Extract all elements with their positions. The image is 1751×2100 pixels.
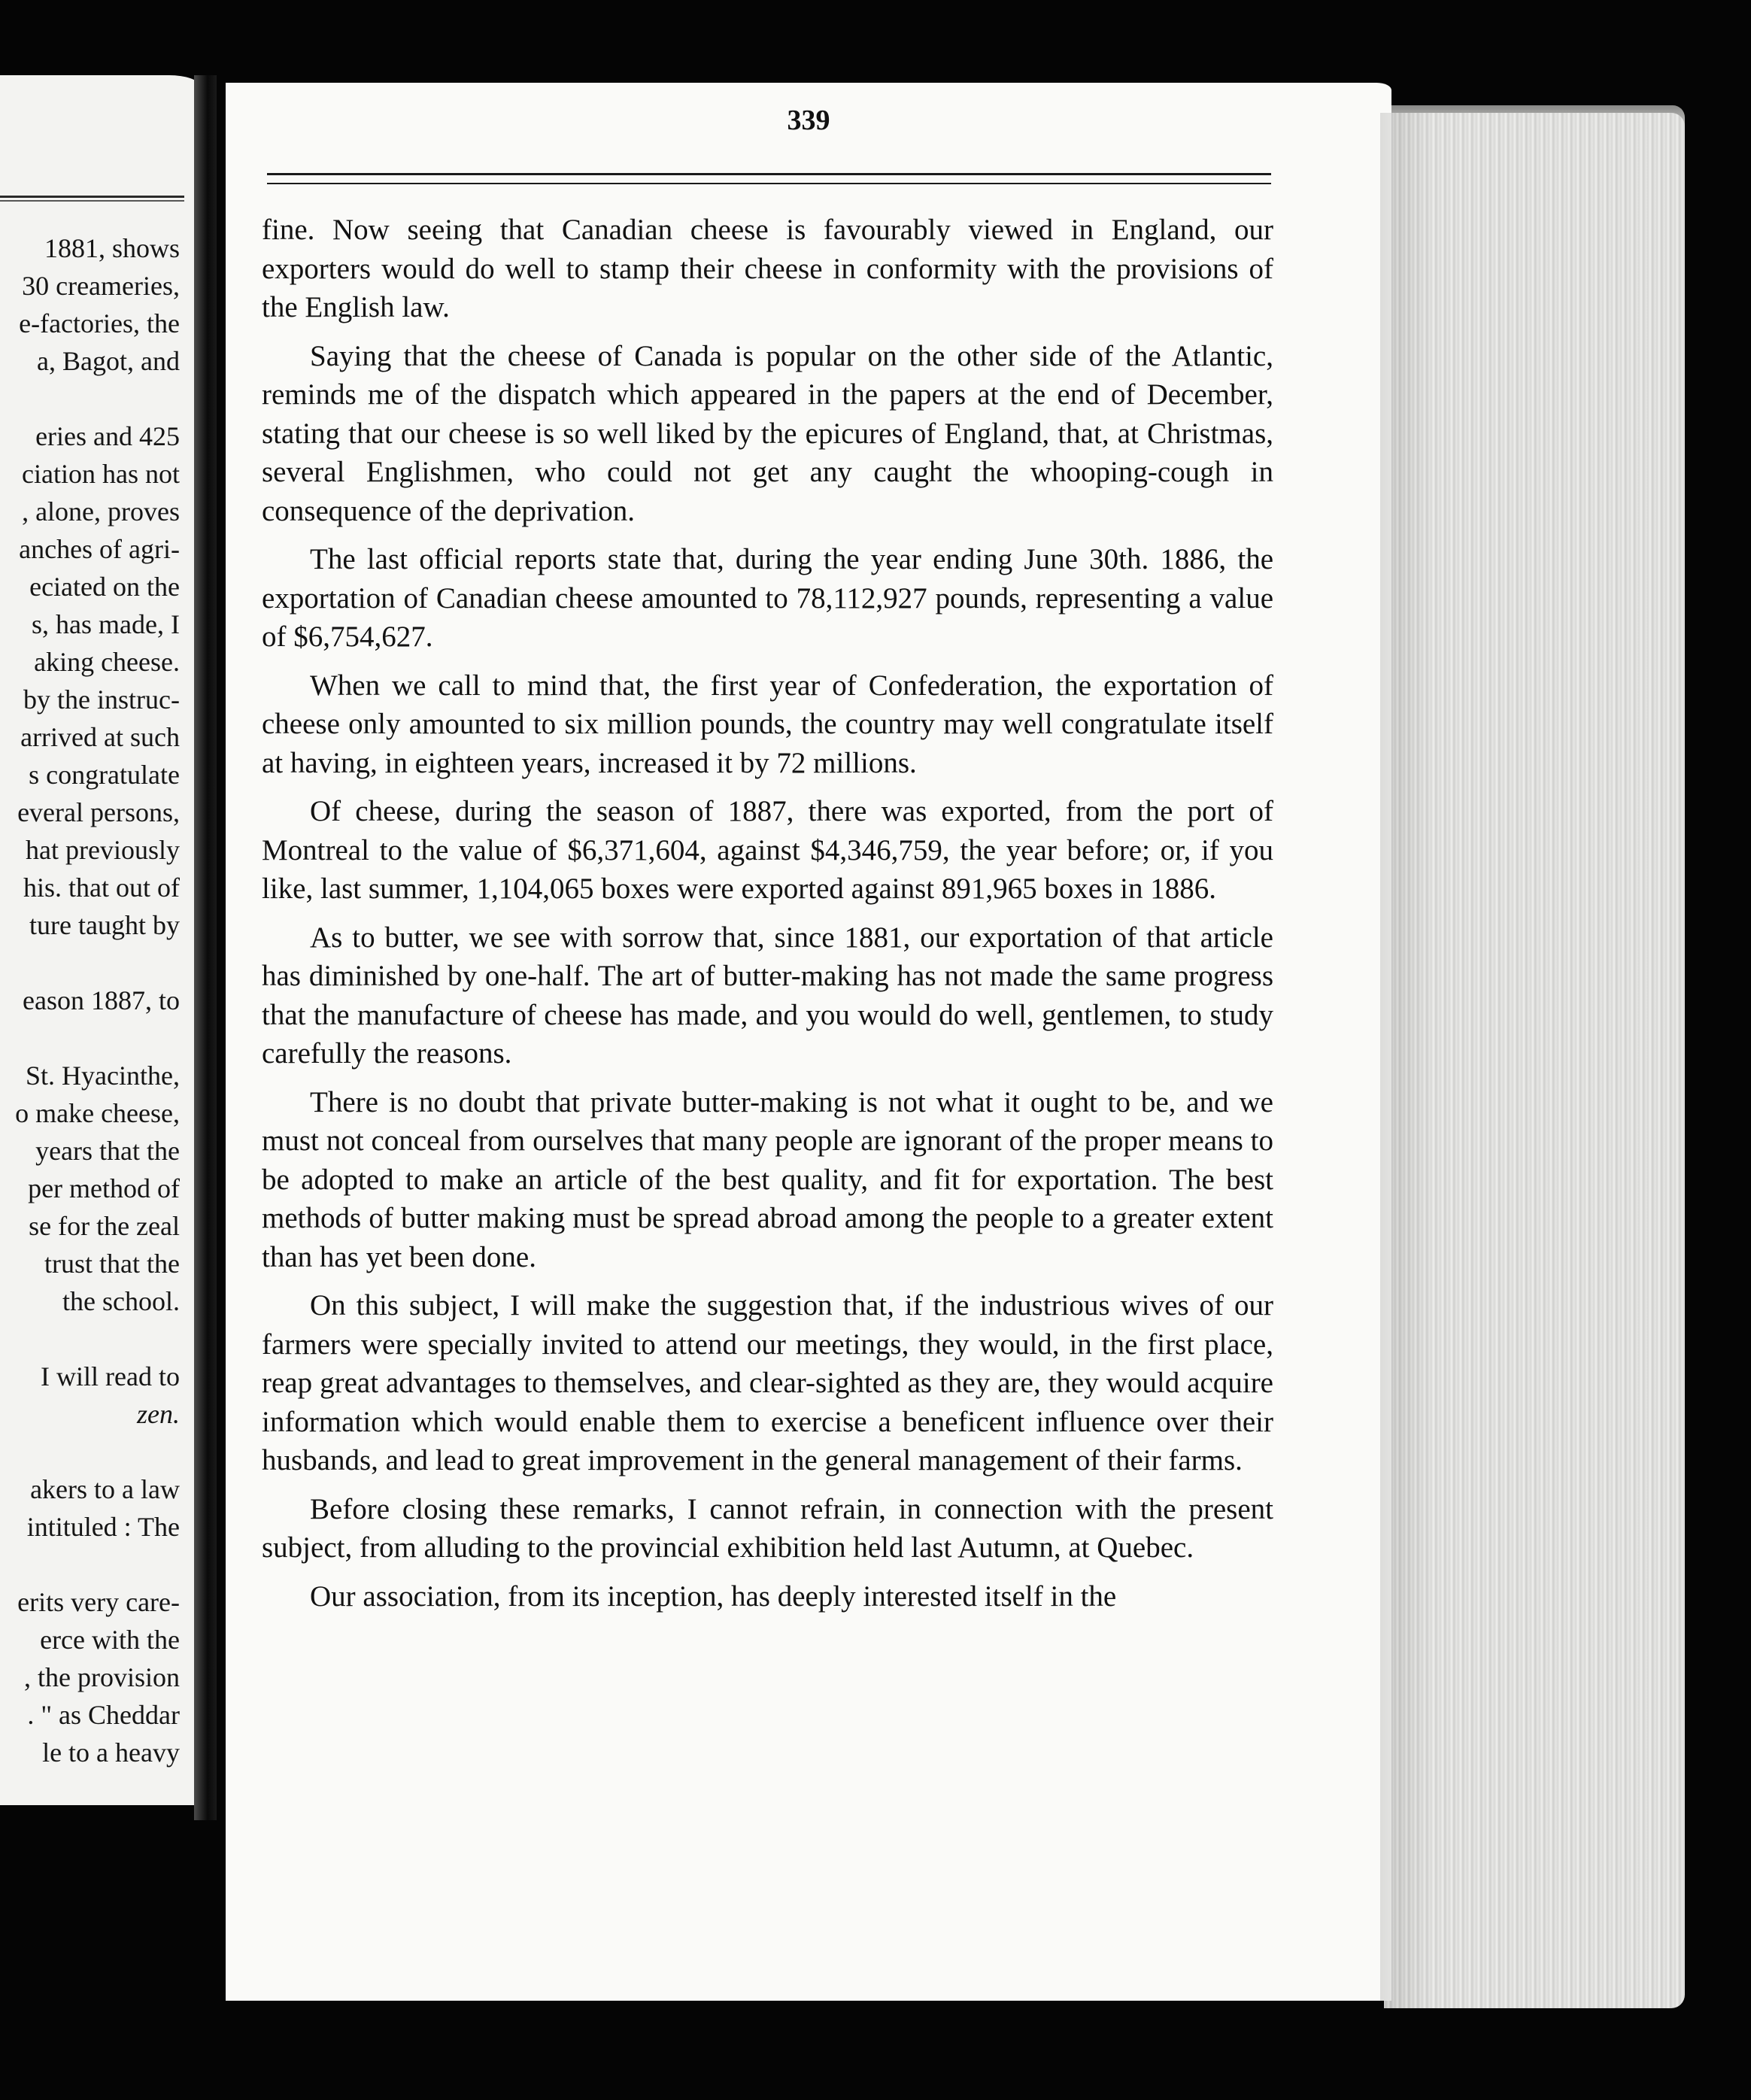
text-line: arrived at such bbox=[20, 722, 180, 752]
paragraph: As to butter, we see with sorrow that, since 1881, our exportation of that article has diminished by one-half. The art of butter-making has not made the same progress that the manufacture of cheese has made, and you would do well, gentlemen, to study carefully the reasons. bbox=[262, 921, 1273, 1070]
paragraph: The last official reports state that, during the year ending June 30th. 1886, the exportation of Canadian cheese amounted to 78,112,927 pounds, representing a value of $6,754,627. bbox=[262, 543, 1273, 653]
text-line bbox=[0, 1320, 180, 1358]
paragraph: Of cheese, during the season of 1887, there was exported, from the port of Montreal to the value of $6,371,604, against $4,346,759, the year before; or, if you like, last summer, 1,104,065 boxes were exported against 891,965 boxes in 1886. bbox=[262, 795, 1273, 905]
text-line: I will read to bbox=[41, 1361, 180, 1391]
text-line: by the instruc- bbox=[23, 684, 180, 715]
text-line: hat previously bbox=[26, 835, 180, 865]
text-line: trust that the bbox=[44, 1249, 180, 1279]
text-line: eason 1887, to bbox=[23, 985, 180, 1015]
paragraph: On this subject, I will make the suggestion that, if the industrious wives of our farmers were specially invited to attend our meetings, they would, in the first place, reap great advantages to themselves, and clear-sighted as they are, they would acquire information which would enable them to exercise a beneficent influence over their husbands, and lead to great improvement in the general management of their farms. bbox=[262, 1289, 1273, 1476]
text-line: . " as Cheddar bbox=[27, 1700, 180, 1730]
text-line: le to a heavy bbox=[42, 1737, 180, 1768]
previous-page-text bbox=[0, 229, 180, 1771]
text-line: eries and 425 bbox=[35, 421, 180, 451]
text-line: , alone, proves bbox=[22, 496, 180, 527]
text-line: the school. bbox=[62, 1286, 180, 1316]
paragraph: When we call to mind that, the first year of Confederation, the exportation of cheese only amounted to six million pounds, the country may well congratulate itself at having, in eighteen years, increased it by 72 millions. bbox=[262, 669, 1273, 779]
text-line: his. that out of bbox=[23, 872, 180, 903]
text-line: years that the bbox=[35, 1136, 180, 1166]
page-edge-shadow bbox=[1380, 113, 1433, 2008]
text-line: zen. bbox=[137, 1399, 180, 1429]
text-line: akers to a law bbox=[30, 1474, 180, 1504]
previous-page-rule bbox=[0, 196, 184, 202]
text-line: o make cheese, bbox=[15, 1098, 180, 1128]
text-line: , the provision bbox=[24, 1662, 180, 1692]
text-line: everal persons, bbox=[17, 797, 180, 827]
text-line: 30 creameries, bbox=[22, 271, 180, 301]
text-line: erce with the bbox=[40, 1625, 180, 1655]
text-line: erits very care- bbox=[17, 1587, 180, 1617]
page-body bbox=[262, 211, 1273, 1625]
text-line: ture taught by bbox=[29, 910, 180, 940]
text-line: s, has made, I bbox=[32, 609, 180, 639]
text-line: ciation has not bbox=[22, 459, 180, 489]
text-line: St. Hyacinthe, bbox=[26, 1061, 180, 1091]
book-gutter bbox=[194, 75, 217, 1820]
text-line: eciated on the bbox=[29, 572, 180, 602]
header-rule bbox=[267, 173, 1271, 184]
text-line bbox=[0, 380, 180, 417]
previous-page bbox=[0, 75, 199, 1805]
paragraph: fine. Now seeing that Canadian cheese is favourably viewed in England, our exporters would do well to stamp their cheese in conformity with the provisions of the English law. bbox=[262, 214, 1273, 323]
text-line: a, Bagot, and bbox=[37, 346, 180, 376]
paragraph: Our association, from its inception, has deeply interested itself in the bbox=[310, 1580, 1117, 1613]
text-line bbox=[0, 1019, 180, 1057]
text-line: s congratulate bbox=[29, 760, 180, 790]
text-line: e-factories, the bbox=[19, 308, 180, 338]
paragraph: There is no doubt that private butter-making is not what it ought to be, and we must not conceal from ourselves that many people are ignorant of the proper means to be adopted to make an article of the best quality, and fit for exportation. The best methods of butter making must be spread abroad among the people to a greater extent than has yet been done. bbox=[262, 1085, 1273, 1273]
text-line: anches of agri- bbox=[19, 534, 180, 564]
text-line: se for the zeal bbox=[29, 1211, 180, 1241]
text-line: intituled : The bbox=[26, 1512, 180, 1542]
book-page bbox=[226, 83, 1391, 2001]
text-line: 1881, shows bbox=[44, 233, 180, 263]
paragraph: Saying that the cheese of Canada is popular on the other side of the Atlantic, reminds me of the dispatch which appeared in the papers at the end of December, stating that our cheese is so well liked by the epicures of England, that, at Christmas, several Englishmen, who could not get any caught the whooping-cough in consequence of the deprivation. bbox=[262, 339, 1273, 527]
text-line: per method of bbox=[28, 1173, 180, 1203]
text-line bbox=[0, 944, 180, 982]
page-number: 339 bbox=[787, 105, 830, 136]
text-line bbox=[0, 1433, 180, 1470]
text-line bbox=[0, 1546, 180, 1583]
paragraph: Before closing these remarks, I cannot refrain, in connection with the present subject, from alluding to the provincial exhibition held last Autumn, at Quebec. bbox=[262, 1492, 1273, 1564]
text-line: aking cheese. bbox=[34, 647, 180, 677]
